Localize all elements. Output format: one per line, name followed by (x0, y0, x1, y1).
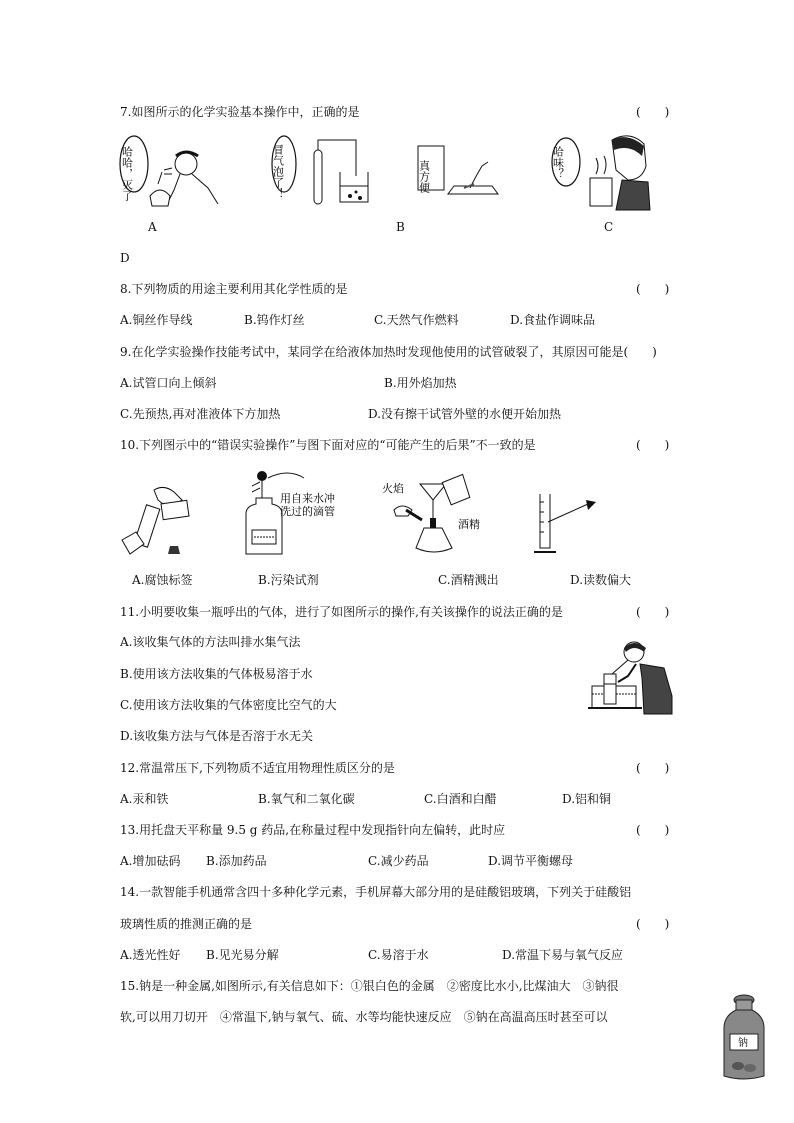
q7-figure-b (272, 130, 372, 210)
q10-option-a: A.腐蚀标签 (132, 573, 193, 587)
q8-option-b: B.钨作灯丝 (244, 313, 305, 327)
q10-flame-label: 火焰 (382, 482, 404, 495)
q10-figure-b (238, 470, 358, 556)
q14-option-a: A.透光性好 (120, 948, 181, 962)
q7-bubble-a: 哈哈，灭了 (120, 146, 134, 201)
q11-answer-paren: ( ) (636, 605, 670, 619)
q12-option-b: B.氧气和二氧化碳 (258, 792, 355, 806)
q15-line2: 软,可以用刀切开 ④常温下,钠与氧气、硫、水等均能快速反应 ⑤钠在高温高压时甚至可以 (120, 1010, 608, 1024)
q8-option-d: D.食盐作调味品 (510, 313, 596, 327)
q7-figure-a (114, 130, 224, 210)
q10-option-c: C.酒精溅出 (438, 573, 499, 587)
q9-stem: 9.在化学实验操作技能考试中，某同学在给液体加热时发现他使用的试管破裂了，其原因可能是( ) (120, 345, 657, 359)
q7-label-c: C (604, 220, 614, 234)
q9-option-a: A.试管口向上倾斜 (120, 376, 217, 390)
q7-answer-paren: ( ) (636, 105, 670, 119)
q7-bubble-d: 哈味？ (551, 146, 565, 179)
q7-label-a: A (148, 220, 157, 234)
q13-option-c: C.减少药品 (368, 854, 429, 868)
q8-option-c: C.天然气作燃料 (374, 313, 459, 327)
q10-option-d: D.读数偏大 (570, 573, 632, 587)
q14-option-c: C.易溶于水 (368, 948, 429, 962)
q12-stem: 12.常温常压下,下列物质不适宜用物理性质区分的是 (120, 761, 395, 775)
q7-bubble-c: 真方便 (417, 160, 431, 193)
q11-figure (588, 638, 674, 714)
q7-figure-c (418, 146, 504, 204)
q13-option-a: A.增加砝码 (120, 854, 181, 868)
sodium-bottle-label: 钠 (738, 1038, 748, 1049)
q12-option-d: D.铝和铜 (562, 792, 612, 806)
q10-figure-d (530, 492, 600, 556)
q10-alcohol-label: 酒精 (458, 518, 480, 531)
q9-option-d: D.没有擦干试管外壁的水便开始加热 (368, 407, 562, 421)
q11-option-a: A.该收集气体的方法叫排水集气法 (120, 635, 301, 649)
q10-figure-c (380, 476, 490, 556)
q13-answer-paren: ( ) (636, 823, 670, 837)
q7-bubble-b: 冒气泡了！ (271, 144, 285, 199)
q11-option-c: C.使用该方法收集的气体密度比空气的大 (120, 698, 337, 712)
q9-option-b: B.用外焰加热 (384, 376, 457, 390)
q7-stem: 7.如图所示的化学实验基本操作中，正确的是 (120, 105, 360, 119)
q11-option-d: D.该收集方法与气体是否溶于水无关 (120, 729, 314, 743)
q10-stem: 10.下列图示中的“错误实验操作”与图下面对应的“可能产生的后果”不一致的是 (120, 438, 536, 452)
q7-figure-d (552, 130, 652, 210)
q14-stem-line2: 玻璃性质的推测正确的是 (120, 917, 253, 931)
q8-option-a: A.铜丝作导线 (120, 313, 193, 327)
q10-option-b: B.污染试剂 (258, 573, 319, 587)
q8-stem: 8.下列物质的用途主要利用其化学性质的是 (120, 282, 348, 296)
q8-answer-paren: ( ) (636, 282, 670, 296)
q11-option-b: B.使用该方法收集的气体极易溶于水 (120, 667, 313, 681)
q14-option-d: D.常温下易与氧气反应 (502, 948, 624, 962)
q15-line1: 15.钠是一种金属,如图所示,有关信息如下：①银白色的金属 ②密度比水小,比煤油大 ③钠很 (120, 979, 619, 993)
q13-stem: 13.用托盘天平称量 9.5 g 药品,在称量过程中发现指针向左偏转，此时应 (120, 823, 506, 837)
q12-option-c: C.白酒和白醋 (424, 792, 497, 806)
q14-option-b: B.见光易分解 (206, 948, 279, 962)
q9-option-c: C.先预热,再对准液体下方加热 (120, 407, 281, 421)
q7-label-b: B (396, 220, 405, 234)
q13-option-b: B.添加药品 (206, 854, 267, 868)
q10-figure-b-caption: 用自来水冲洗过的滴管 (280, 492, 335, 518)
q13-option-d: D.调节平衡螺母 (488, 854, 574, 868)
q10-answer-paren: ( ) (636, 438, 670, 452)
q11-stem: 11.小明要收集一瓶呼出的气体，进行了如图所示的操作,有关该操作的说法正确的是 (120, 605, 563, 619)
q10-figure-a (118, 484, 194, 558)
q14-stem-line1: 14.一款智能手机通常含四十多种化学元素，手机屏幕大部分用的是硅酸铝玻璃，下列关于硅酸铝 (120, 885, 632, 899)
q7-label-d: D (120, 251, 130, 265)
q12-option-a: A.汞和铁 (120, 792, 169, 806)
sodium-bottle-figure (720, 994, 768, 1082)
q14-answer-paren: ( ) (636, 917, 670, 931)
q12-answer-paren: ( ) (636, 761, 670, 775)
